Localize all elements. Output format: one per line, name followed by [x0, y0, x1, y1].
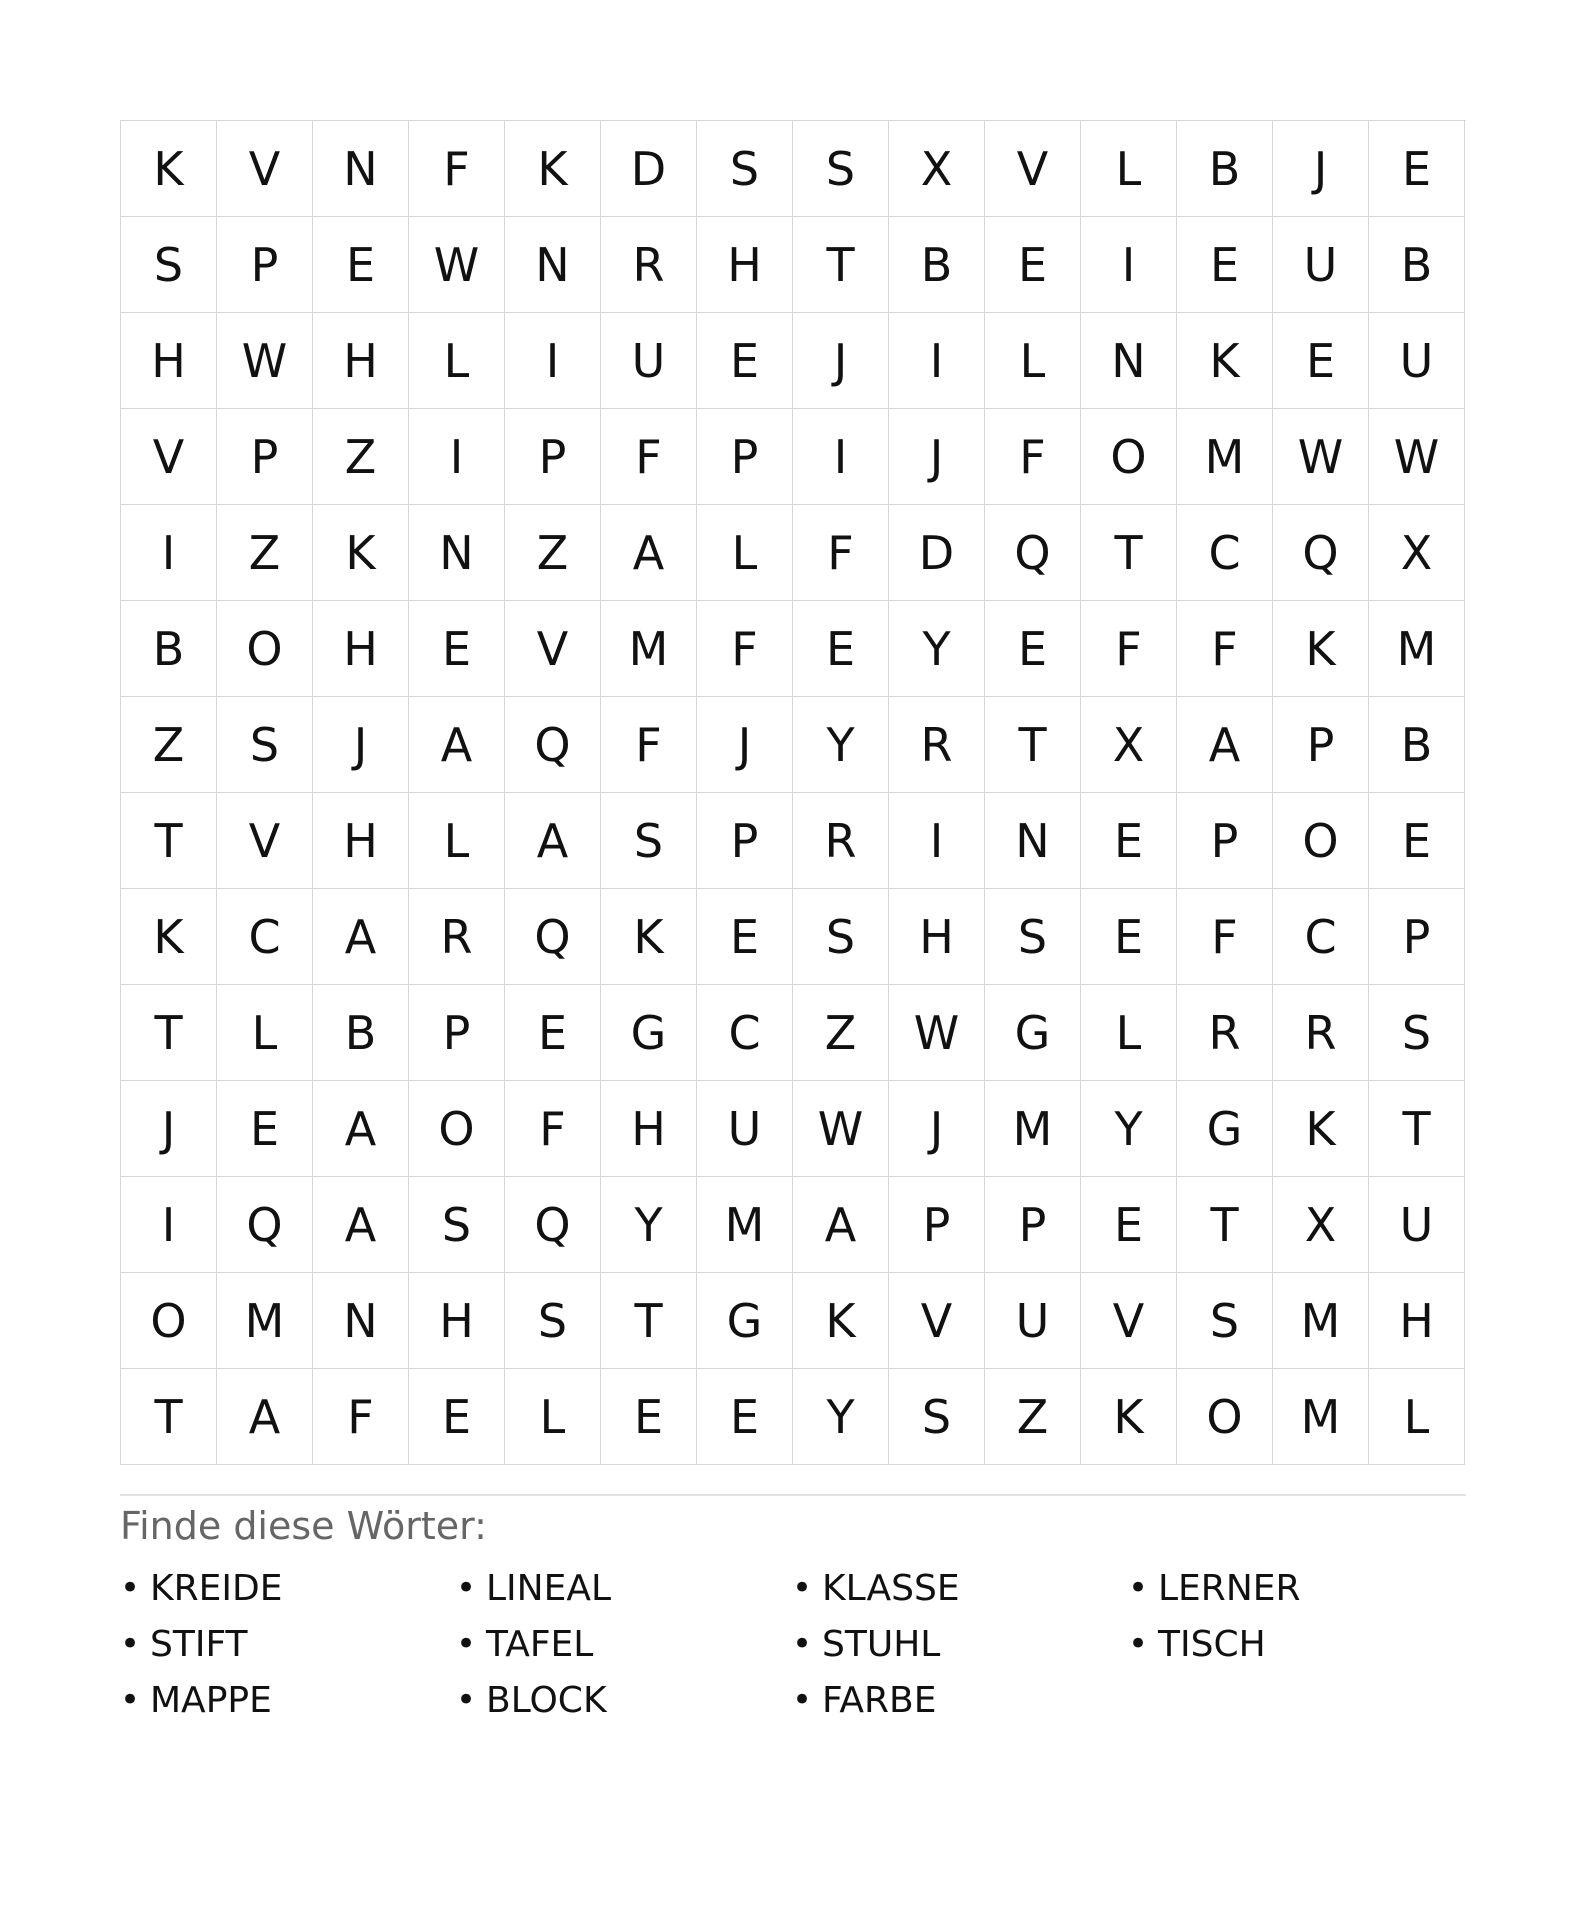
grid-cell[interactable]: L [697, 505, 793, 601]
grid-cell[interactable]: S [793, 121, 889, 217]
grid-cell[interactable]: F [601, 697, 697, 793]
grid-cell[interactable]: H [313, 793, 409, 889]
grid-cell[interactable]: S [601, 793, 697, 889]
grid-cell[interactable]: E [409, 601, 505, 697]
grid-cell[interactable]: M [1273, 1273, 1369, 1369]
grid-cell[interactable]: F [1177, 889, 1273, 985]
grid-cell[interactable]: N [505, 217, 601, 313]
grid-cell[interactable]: T [1177, 1177, 1273, 1273]
grid-cell[interactable]: A [313, 889, 409, 985]
grid-cell[interactable]: R [409, 889, 505, 985]
grid-cell[interactable]: M [1273, 1369, 1369, 1465]
grid-cell[interactable]: P [1273, 697, 1369, 793]
grid-cell[interactable]: L [217, 985, 313, 1081]
word-label: KLASSE [822, 1567, 960, 1609]
grid-cell[interactable]: A [601, 505, 697, 601]
grid-cell[interactable]: P [409, 985, 505, 1081]
grid-cell[interactable]: E [697, 889, 793, 985]
bullet-icon: • [1128, 1624, 1149, 1664]
grid-cell[interactable]: M [697, 1177, 793, 1273]
grid-cell[interactable]: I [409, 409, 505, 505]
grid-cell[interactable]: T [985, 697, 1081, 793]
grid-cell[interactable]: A [217, 1369, 313, 1465]
grid-cell[interactable]: M [1369, 601, 1465, 697]
grid-cell[interactable]: R [889, 697, 985, 793]
grid-cell[interactable]: M [217, 1273, 313, 1369]
grid-cell[interactable]: L [1081, 121, 1177, 217]
grid-cell[interactable]: S [505, 1273, 601, 1369]
word-list-item [456, 1672, 792, 1728]
grid-cell[interactable]: U [1369, 1177, 1465, 1273]
grid-cell[interactable]: X [889, 121, 985, 217]
grid-cell[interactable]: Q [505, 697, 601, 793]
grid-cell[interactable]: G [697, 1273, 793, 1369]
grid-cell[interactable]: F [505, 1081, 601, 1177]
grid-cell[interactable]: L [409, 793, 505, 889]
grid-cell[interactable]: Q [985, 505, 1081, 601]
grid-cell[interactable]: I [121, 1177, 217, 1273]
grid-cell[interactable]: W [1369, 409, 1465, 505]
grid-cell[interactable]: E [1081, 793, 1177, 889]
grid-cell[interactable]: E [1081, 1177, 1177, 1273]
grid-cell[interactable]: E [1081, 889, 1177, 985]
grid-cell[interactable]: M [1177, 409, 1273, 505]
grid-cell[interactable]: E [601, 1369, 697, 1465]
word-list-item [792, 1672, 1128, 1728]
grid-cell[interactable]: F [793, 505, 889, 601]
grid-cell[interactable]: H [121, 313, 217, 409]
grid-cell[interactable]: F [697, 601, 793, 697]
word-list-item [120, 1672, 456, 1728]
grid-cell[interactable]: A [1177, 697, 1273, 793]
grid-cell[interactable]: Q [1273, 505, 1369, 601]
grid-cell[interactable]: V [985, 121, 1081, 217]
grid-cell[interactable]: B [1369, 697, 1465, 793]
grid-cell[interactable]: O [409, 1081, 505, 1177]
grid-cell[interactable]: K [121, 889, 217, 985]
grid-cell[interactable]: U [697, 1081, 793, 1177]
grid-cell[interactable]: U [601, 313, 697, 409]
grid-cell[interactable]: W [217, 313, 313, 409]
grid-cell[interactable]: T [793, 217, 889, 313]
grid-cell[interactable]: D [601, 121, 697, 217]
grid-cell[interactable]: Y [1081, 1081, 1177, 1177]
grid-cell[interactable]: S [1369, 985, 1465, 1081]
grid-cell[interactable]: W [889, 985, 985, 1081]
grid-cell[interactable]: X [1369, 505, 1465, 601]
grid-cell[interactable]: P [1177, 793, 1273, 889]
grid-cell[interactable]: H [889, 889, 985, 985]
grid-cell[interactable]: L [1369, 1369, 1465, 1465]
word-list-item [1128, 1616, 1464, 1672]
grid-cell[interactable]: T [1369, 1081, 1465, 1177]
grid-cell[interactable]: M [985, 1081, 1081, 1177]
grid-cell[interactable]: F [313, 1369, 409, 1465]
grid-cell[interactable]: I [889, 313, 985, 409]
grid-cell[interactable]: B [889, 217, 985, 313]
grid-cell[interactable]: I [889, 793, 985, 889]
grid-cell[interactable]: Q [505, 889, 601, 985]
grid-cell[interactable]: E [697, 1369, 793, 1465]
grid-cell[interactable]: Z [313, 409, 409, 505]
grid-cell[interactable]: P [889, 1177, 985, 1273]
grid-cell[interactable]: J [793, 313, 889, 409]
grid-cell[interactable]: K [505, 121, 601, 217]
grid-cell[interactable]: V [505, 601, 601, 697]
grid-cell[interactable]: E [985, 217, 1081, 313]
bullet-icon: • [1128, 1568, 1149, 1608]
grid-cell[interactable]: R [601, 217, 697, 313]
grid-cell[interactable]: N [985, 793, 1081, 889]
grid-cell[interactable]: U [1369, 313, 1465, 409]
grid-cell[interactable]: V [121, 409, 217, 505]
grid-cell[interactable]: T [601, 1273, 697, 1369]
grid-cell[interactable]: J [313, 697, 409, 793]
grid-cell[interactable]: V [217, 793, 313, 889]
grid-cell[interactable]: L [505, 1369, 601, 1465]
grid-cell[interactable]: A [313, 1177, 409, 1273]
grid-cell[interactable]: W [1273, 409, 1369, 505]
grid-cell[interactable]: G [985, 985, 1081, 1081]
word-list-item [120, 1560, 456, 1616]
grid-cell[interactable]: A [313, 1081, 409, 1177]
grid-cell[interactable]: J [889, 1081, 985, 1177]
grid-cell[interactable]: A [409, 697, 505, 793]
divider [120, 1494, 1466, 1496]
bullet-icon: • [456, 1568, 477, 1608]
word-list-item [792, 1616, 1128, 1672]
grid-cell[interactable]: G [601, 985, 697, 1081]
word-list-item [456, 1616, 792, 1672]
grid-cell[interactable]: K [313, 505, 409, 601]
grid-cell[interactable]: H [409, 1273, 505, 1369]
grid-cell[interactable]: H [1369, 1273, 1465, 1369]
grid-cell[interactable]: K [121, 121, 217, 217]
bullet-icon: • [120, 1568, 141, 1608]
grid-cell[interactable]: C [697, 985, 793, 1081]
word-label: TAFEL [486, 1623, 594, 1665]
word-label: FARBE [822, 1679, 937, 1721]
grid-cell[interactable]: P [505, 409, 601, 505]
word-list-item [120, 1616, 456, 1672]
grid-cell[interactable]: V [1081, 1273, 1177, 1369]
grid-cell[interactable]: H [313, 601, 409, 697]
bullet-icon: • [456, 1680, 477, 1720]
grid-cell[interactable]: O [217, 601, 313, 697]
word-list-item [456, 1560, 792, 1616]
bullet-icon: • [456, 1624, 477, 1664]
grid-cell[interactable]: T [1081, 505, 1177, 601]
grid-cell[interactable]: G [1177, 1081, 1273, 1177]
grid-cell[interactable]: C [217, 889, 313, 985]
grid-cell[interactable]: I [1081, 217, 1177, 313]
grid-cell[interactable]: K [1273, 1081, 1369, 1177]
grid-cell[interactable]: P [697, 793, 793, 889]
grid-cell[interactable]: K [793, 1273, 889, 1369]
grid-cell[interactable]: E [1369, 121, 1465, 217]
bullet-icon: • [120, 1680, 141, 1720]
letter-grid [120, 120, 1466, 1465]
grid-cell[interactable]: K [1081, 1369, 1177, 1465]
grid-cell[interactable]: I [121, 505, 217, 601]
bullet-icon: • [792, 1624, 813, 1664]
grid-cell[interactable]: E [793, 601, 889, 697]
grid-cell[interactable]: B [1177, 121, 1273, 217]
grid-cell[interactable]: Z [217, 505, 313, 601]
grid-cell[interactable]: R [793, 793, 889, 889]
grid-cell[interactable]: Q [217, 1177, 313, 1273]
grid-cell[interactable]: N [409, 505, 505, 601]
grid-cell[interactable]: R [1177, 985, 1273, 1081]
grid-cell[interactable]: A [505, 793, 601, 889]
grid-cell[interactable]: T [121, 793, 217, 889]
grid-cell[interactable]: O [1177, 1369, 1273, 1465]
word-label: LINEAL [486, 1567, 612, 1609]
grid-cell[interactable]: F [601, 409, 697, 505]
grid-cell[interactable]: S [1177, 1273, 1273, 1369]
word-list-heading: Finde diese Wörter: [120, 1504, 487, 1548]
grid-cell[interactable]: I [505, 313, 601, 409]
grid-cell[interactable]: D [889, 505, 985, 601]
bullet-icon: • [792, 1680, 813, 1720]
grid-cell[interactable]: S [409, 1177, 505, 1273]
grid-cell[interactable]: E [1273, 313, 1369, 409]
grid-cell[interactable]: E [1177, 217, 1273, 313]
grid-cell[interactable]: T [121, 1369, 217, 1465]
grid-cell[interactable]: V [217, 121, 313, 217]
grid-cell[interactable]: S [793, 889, 889, 985]
grid-cell[interactable]: J [1273, 121, 1369, 217]
grid-cell[interactable]: K [1177, 313, 1273, 409]
grid-cell[interactable]: E [1369, 793, 1465, 889]
grid-cell[interactable]: Z [985, 1369, 1081, 1465]
grid-cell[interactable]: S [217, 697, 313, 793]
grid-cell[interactable]: N [313, 121, 409, 217]
grid-cell[interactable]: F [1081, 601, 1177, 697]
grid-cell[interactable]: N [313, 1273, 409, 1369]
grid-cell[interactable]: W [409, 217, 505, 313]
grid-cell[interactable]: Z [121, 697, 217, 793]
grid-cell[interactable]: E [505, 985, 601, 1081]
word-search-page [120, 120, 1466, 1728]
grid-cell[interactable]: O [1081, 409, 1177, 505]
grid-cell[interactable]: S [121, 217, 217, 313]
grid-cell[interactable]: N [1081, 313, 1177, 409]
grid-cell[interactable]: L [985, 313, 1081, 409]
grid-cell[interactable]: O [1273, 793, 1369, 889]
word-list [120, 1560, 1466, 1728]
grid-cell[interactable]: Y [793, 697, 889, 793]
grid-cell[interactable]: P [217, 409, 313, 505]
grid-cell[interactable]: V [889, 1273, 985, 1369]
bullet-icon: • [792, 1568, 813, 1608]
grid-cell[interactable]: H [697, 217, 793, 313]
word-label: LERNER [1158, 1567, 1301, 1609]
word-label: BLOCK [486, 1679, 607, 1721]
grid-cell[interactable]: Z [793, 985, 889, 1081]
grid-cell[interactable]: P [217, 217, 313, 313]
grid-cell[interactable]: F [1177, 601, 1273, 697]
grid-cell[interactable]: L [1081, 985, 1177, 1081]
grid-cell[interactable]: Q [505, 1177, 601, 1273]
bullet-icon: • [120, 1624, 141, 1664]
grid-cell[interactable]: X [1273, 1177, 1369, 1273]
word-label: KREIDE [150, 1567, 283, 1609]
grid-cell[interactable]: E [217, 1081, 313, 1177]
grid-cell[interactable]: K [601, 889, 697, 985]
grid-cell[interactable]: E [313, 217, 409, 313]
grid-cell[interactable]: U [1273, 217, 1369, 313]
grid-cell[interactable]: E [985, 601, 1081, 697]
grid-cell[interactable]: S [985, 889, 1081, 985]
grid-cell[interactable]: I [793, 409, 889, 505]
word-label: TISCH [1158, 1623, 1266, 1665]
grid-cell[interactable]: E [409, 1369, 505, 1465]
word-label: MAPPE [150, 1679, 272, 1721]
grid-cell[interactable]: P [1369, 889, 1465, 985]
grid-cell[interactable]: F [409, 121, 505, 217]
grid-cell[interactable]: Z [505, 505, 601, 601]
grid-cell[interactable]: T [121, 985, 217, 1081]
grid-cell[interactable]: P [985, 1177, 1081, 1273]
grid-cell[interactable]: J [121, 1081, 217, 1177]
grid-cell[interactable]: R [1273, 985, 1369, 1081]
grid-cell[interactable]: B [313, 985, 409, 1081]
grid-cell[interactable]: C [1273, 889, 1369, 985]
word-list-item [1128, 1560, 1464, 1616]
grid-cell[interactable]: B [1369, 217, 1465, 313]
grid-cell[interactable]: K [1273, 601, 1369, 697]
grid-cell[interactable]: S [889, 1369, 985, 1465]
grid-cell[interactable]: L [409, 313, 505, 409]
grid-cell[interactable]: Y [889, 601, 985, 697]
grid-cell[interactable]: S [697, 121, 793, 217]
word-list-item [792, 1560, 1128, 1616]
grid-cell[interactable]: W [793, 1081, 889, 1177]
grid-cell[interactable]: J [889, 409, 985, 505]
grid-cell[interactable]: E [697, 313, 793, 409]
grid-cell[interactable]: P [697, 409, 793, 505]
grid-cell[interactable]: J [697, 697, 793, 793]
grid-cell[interactable]: U [985, 1273, 1081, 1369]
grid-cell[interactable]: Y [793, 1369, 889, 1465]
grid-cell[interactable]: F [985, 409, 1081, 505]
grid-cell[interactable]: O [121, 1273, 217, 1369]
word-label: STUHL [822, 1623, 941, 1665]
grid-cell[interactable]: B [121, 601, 217, 697]
word-label: STIFT [150, 1623, 248, 1665]
grid-cell[interactable]: Y [601, 1177, 697, 1273]
grid-cell[interactable]: X [1081, 697, 1177, 793]
grid-cell[interactable]: C [1177, 505, 1273, 601]
grid-cell[interactable]: H [601, 1081, 697, 1177]
grid-cell[interactable]: A [793, 1177, 889, 1273]
grid-cell[interactable]: H [313, 313, 409, 409]
grid-cell[interactable]: M [601, 601, 697, 697]
